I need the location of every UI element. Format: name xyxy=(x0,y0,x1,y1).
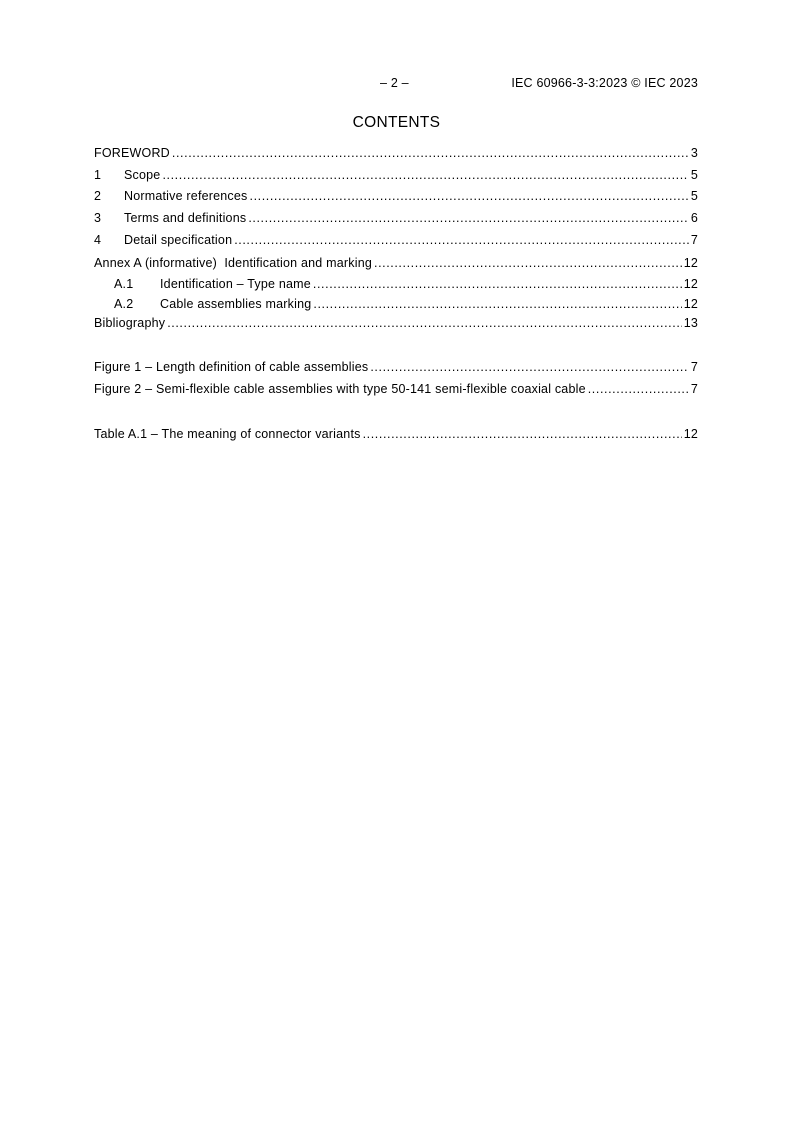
toc-leader-dots xyxy=(374,256,682,270)
figure-leader-dots xyxy=(588,382,689,396)
toc-page: 12 xyxy=(683,297,698,311)
toc-leader-dots xyxy=(162,168,688,182)
toc-entry-annex-a[interactable] xyxy=(94,256,698,274)
toc-page: 5 xyxy=(690,189,698,203)
toc-label: Identification – Type name xyxy=(160,277,311,291)
document-id: IEC 60966-3-3:2023 © IEC 2023 xyxy=(511,76,698,90)
toc-page: 3 xyxy=(690,146,698,160)
toc-page: 6 xyxy=(690,211,698,225)
figure-leader-dots xyxy=(370,360,688,374)
page-number: – 2 – xyxy=(380,76,409,90)
toc-leader-dots xyxy=(234,233,689,247)
figure-entry-2[interactable] xyxy=(94,382,698,400)
toc-leader-dots xyxy=(313,297,681,311)
toc-label: Annex A (informative) Identification and marking xyxy=(94,256,372,270)
toc-number: A.1 xyxy=(114,277,134,291)
toc-page: 13 xyxy=(683,316,698,330)
contents-title: CONTENTS xyxy=(352,114,441,131)
toc-leader-dots xyxy=(313,277,682,291)
toc-leader-dots xyxy=(250,189,689,203)
toc-number: 3 xyxy=(94,211,102,225)
figure-label: Figure 1 – Length definition of cable assemblies xyxy=(94,360,369,374)
figure-page: 7 xyxy=(690,382,698,396)
toc-entry-scope[interactable] xyxy=(94,168,698,186)
toc-page: 12 xyxy=(683,277,698,291)
toc-number: 2 xyxy=(94,189,102,203)
toc-number: 1 xyxy=(94,168,102,182)
figure-entry-1[interactable] xyxy=(94,360,698,378)
toc-number: A.2 xyxy=(114,297,134,311)
toc-label: Normative references xyxy=(124,189,248,203)
toc-entry-foreword[interactable] xyxy=(94,146,698,164)
table-page: 12 xyxy=(683,427,698,441)
toc-label: Bibliography xyxy=(94,316,166,330)
figure-page: 7 xyxy=(690,360,698,374)
toc-entry-normative-references[interactable] xyxy=(94,189,698,207)
toc-entry-a2[interactable] xyxy=(114,297,698,315)
toc-label: FOREWORD xyxy=(94,146,170,160)
toc-label: Detail specification xyxy=(124,233,233,247)
toc-entry-terms-and-definitions[interactable] xyxy=(94,211,698,229)
toc-leader-dots xyxy=(248,211,689,225)
toc-page: 5 xyxy=(690,168,698,182)
toc-number: 4 xyxy=(94,233,102,247)
toc-page: 7 xyxy=(690,233,698,247)
table-entry-a1[interactable] xyxy=(94,427,698,445)
toc-label: Cable assemblies marking xyxy=(160,297,312,311)
toc-page: 12 xyxy=(683,256,698,270)
table-label: Table A.1 – The meaning of connector variants xyxy=(94,427,361,441)
toc-entry-a1[interactable] xyxy=(114,277,698,295)
toc-entry-detail-specification[interactable] xyxy=(94,233,698,251)
toc-label: Terms and definitions xyxy=(124,211,247,225)
toc-label: Scope xyxy=(124,168,161,182)
toc-leader-dots xyxy=(172,146,689,160)
table-leader-dots xyxy=(363,427,682,441)
figure-label: Figure 2 – Semi-flexible cable assemblies with type 50-141 semi-flexible coaxial cable xyxy=(94,382,586,396)
toc-leader-dots xyxy=(167,316,681,330)
toc-entry-bibliography[interactable] xyxy=(94,316,698,334)
